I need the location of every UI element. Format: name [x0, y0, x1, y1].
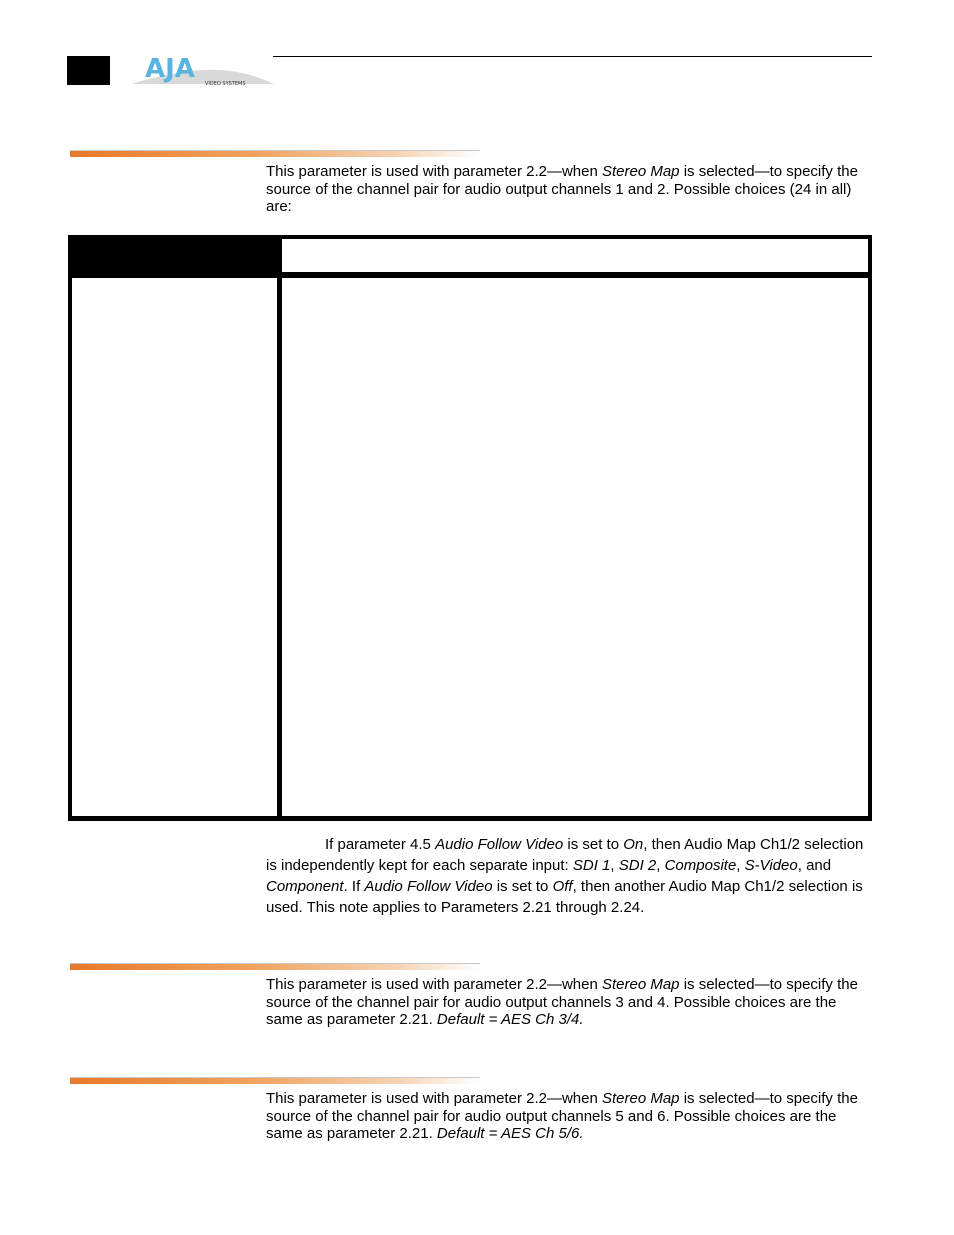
svg-text:VIDEO SYSTEMS: VIDEO SYSTEMS [205, 81, 246, 87]
section-divider-2-22 [70, 963, 480, 970]
section-2-21-paragraph: This parameter is used with parameter 2.2—when Stereo Map is selected—to specify the source of the channel pair for audio output channels 1 and 2. Possible choices (24 in all) are: [266, 163, 858, 215]
table-body-left-cell [72, 278, 277, 816]
table-body-right-cell [282, 278, 868, 816]
section-divider-2-21 [70, 150, 480, 157]
page-number-box [67, 56, 110, 85]
section-divider-2-23 [70, 1077, 480, 1084]
section-2-22-paragraph: This parameter is used with parameter 2.2—when Stereo Map is selected—to specify the source of the channel pair for audio output channels 3 and 4. Possible choices are the same as parameter 2.21. Default = AES Ch 3/4. [266, 976, 858, 1028]
aja-logo [131, 54, 274, 88]
svg-text:AJA: AJA [145, 54, 195, 84]
audio-follow-video-note: If parameter 4.5 Audio Follow Video is set to On, then Audio Map Ch1/2 selection is independently kept for each separate input: SDI 1, SDI 2, Composite, S-Video, and Component. If Audio Follow Video is set to Off, then another Audio Map Ch1/2 selection is used. This note applies to Parameters 2.21 through 2.24. [266, 836, 864, 916]
table-header-cell [282, 239, 868, 272]
header-rule [273, 56, 872, 57]
section-2-23-paragraph: This parameter is used with parameter 2.2—when Stereo Map is selected—to specify the source of the channel pair for audio output channels 5 and 6. Possible choices are the same as parameter 2.21. Default = AES Ch 5/6. [266, 1090, 858, 1142]
